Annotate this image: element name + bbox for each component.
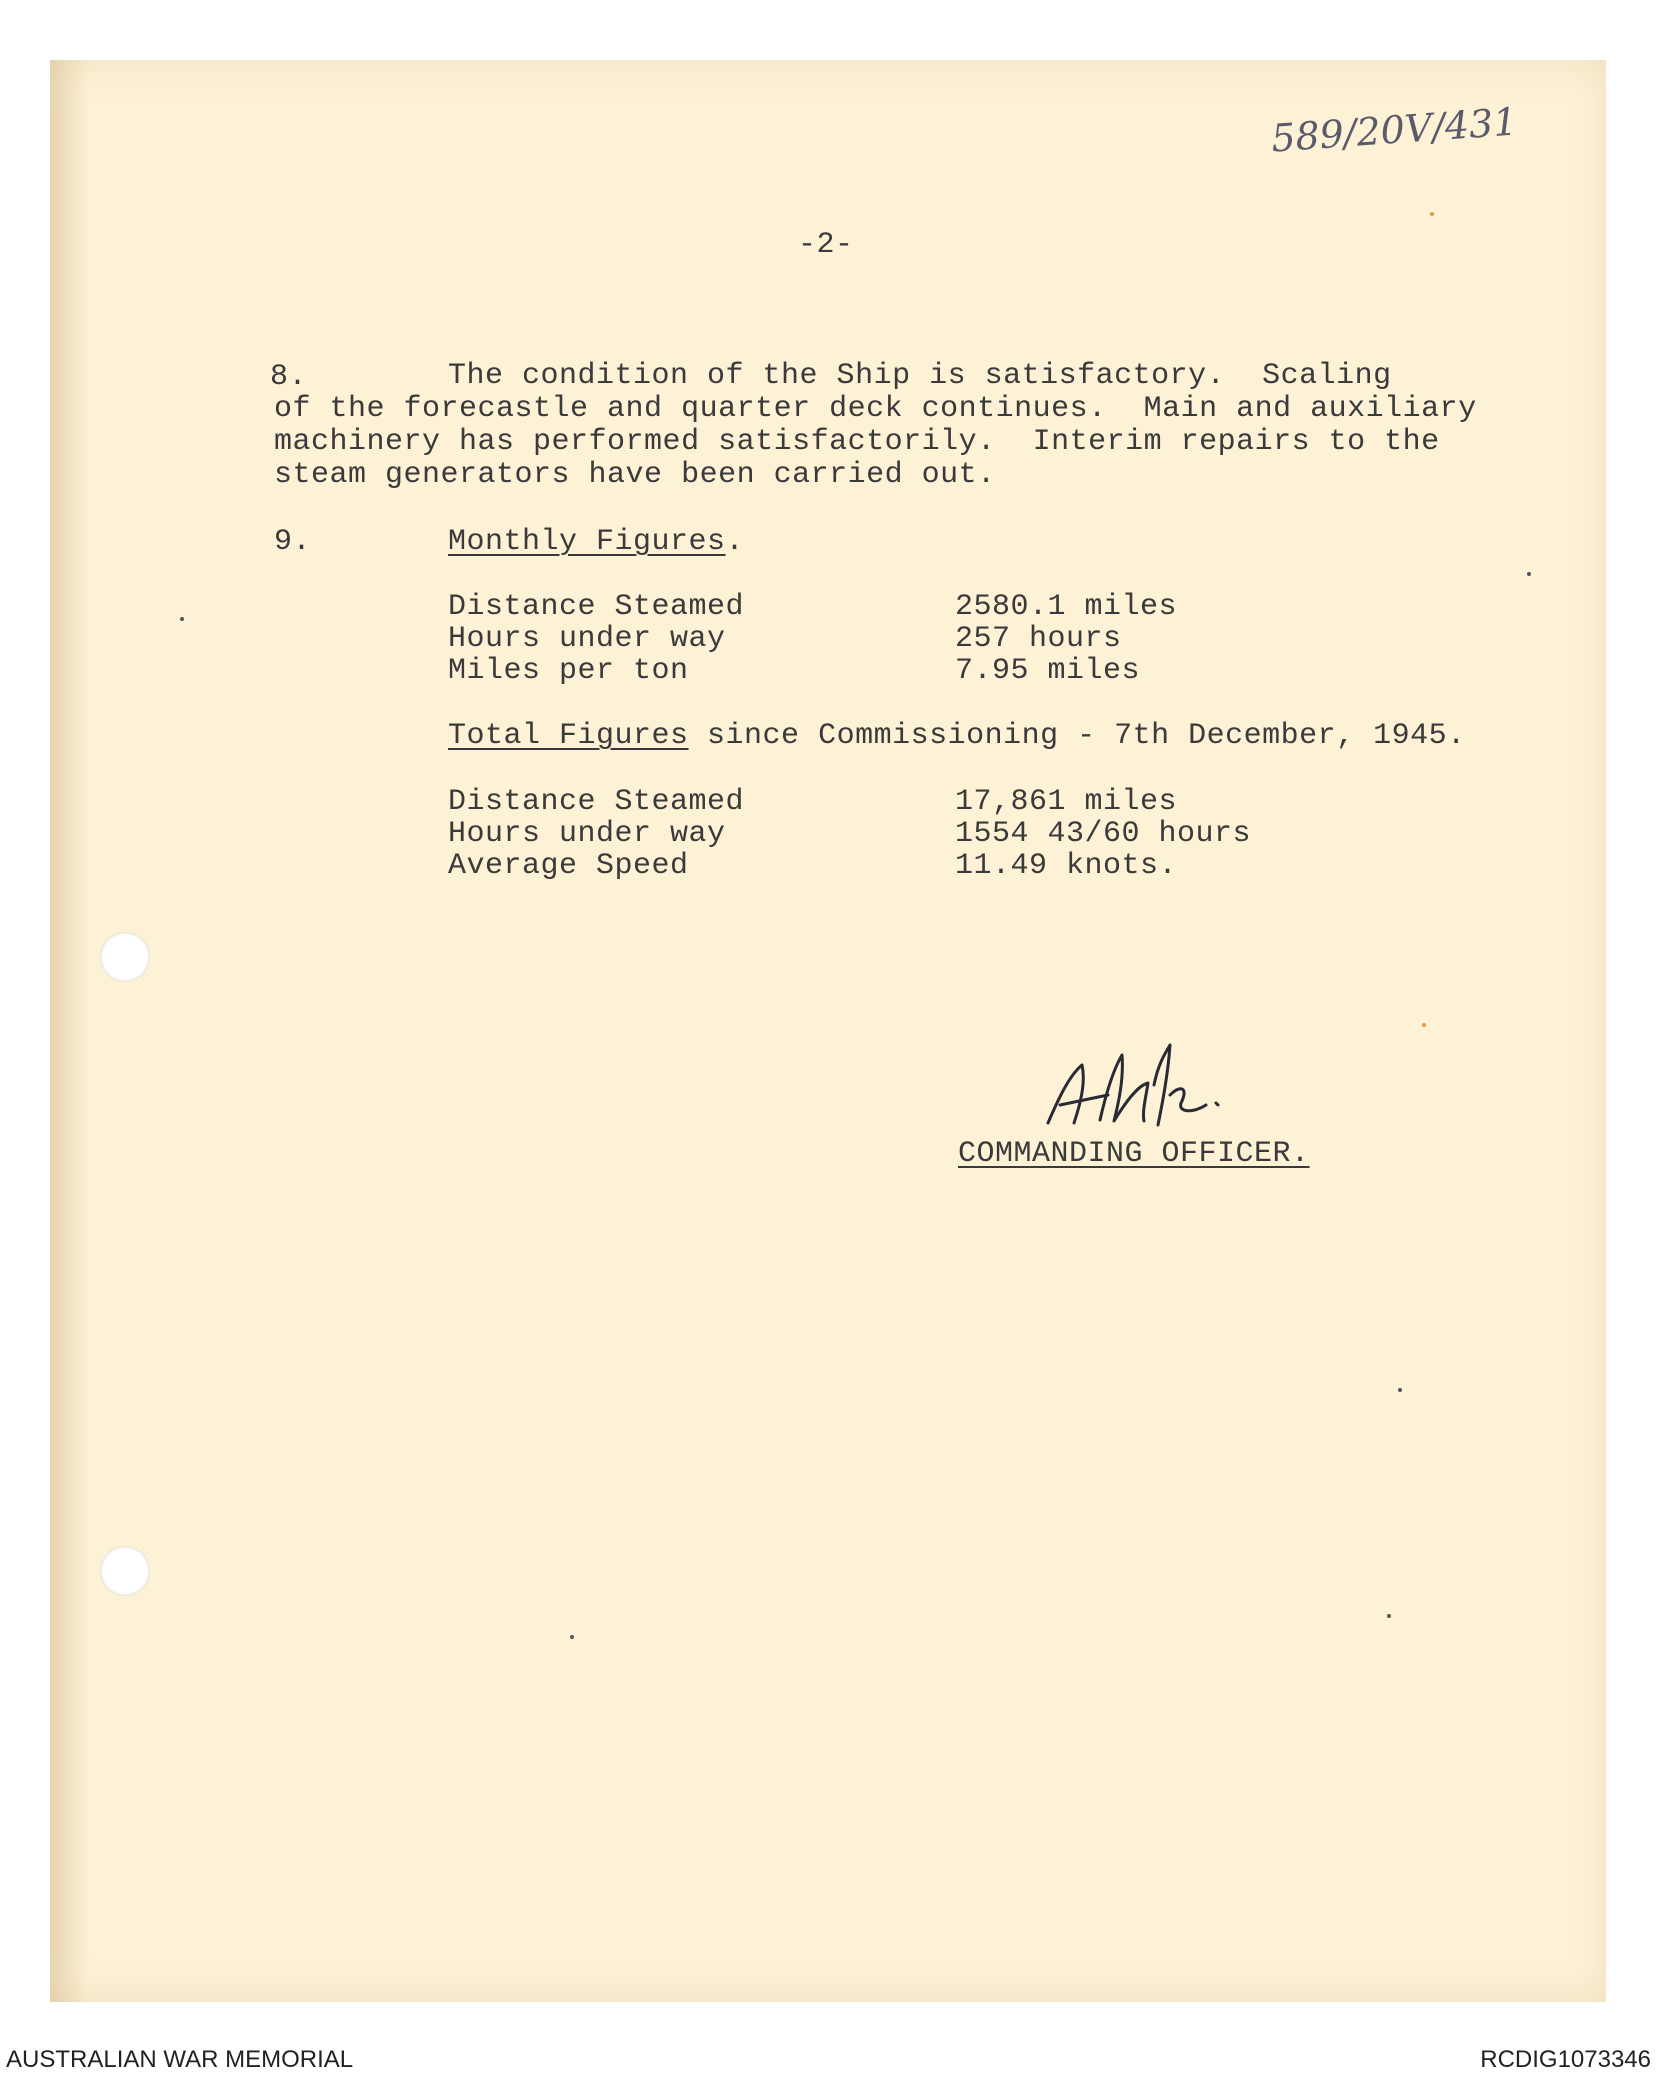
paper-speck (570, 1635, 574, 1639)
total-value-distance: 17,861 miles (955, 785, 1178, 819)
total-figures-heading (448, 719, 1466, 753)
paragraph-9-number: 9. (274, 525, 312, 559)
total-value-average-speed: 11.49 knots. (955, 849, 1178, 883)
handwritten-signature (1030, 1025, 1230, 1145)
footer-archive-name: AUSTRALIAN WAR MEMORIAL (6, 2046, 354, 2073)
paper-speck (1387, 1614, 1391, 1618)
total-figures-heading-suffix: since Commissioning - 7th December, 1945. (688, 719, 1466, 753)
handwritten-reference-number: 589/20V/431 (1269, 99, 1519, 161)
total-value-hours: 1554 43/60 hours (955, 817, 1252, 851)
paper-speck (1430, 212, 1434, 216)
paragraph-8-line-3: machinery has performed satisfactorily. Interim repairs to the (274, 425, 1440, 459)
footer-record-id: RCDIG1073346 (1480, 2046, 1651, 2073)
page-number: -2- (798, 228, 854, 262)
monthly-figures-heading-text: Monthly Figures (448, 525, 726, 559)
monthly-figures-heading (448, 525, 744, 559)
monthly-value-miles-per-ton: 7.95 miles (955, 654, 1141, 688)
monthly-label-distance: Distance Steamed (448, 590, 745, 624)
paragraph-8-line-4: steam generators have been carried out. (274, 458, 996, 492)
monthly-label-miles-per-ton: Miles per ton (448, 654, 689, 688)
paper-speck (1527, 572, 1531, 576)
monthly-figures-heading-period: . (725, 525, 745, 559)
punch-hole (100, 932, 150, 982)
monthly-label-hours: Hours under way (448, 622, 726, 656)
page-edge-shadow (50, 60, 90, 2002)
paragraph-8-line-1: The condition of the Ship is satisfactory. Scaling (448, 359, 1392, 393)
total-label-hours: Hours under way (448, 817, 726, 851)
paragraph-8-number: 8. (270, 360, 308, 394)
paper-speck (180, 617, 184, 621)
monthly-value-hours: 257 hours (955, 622, 1122, 656)
paragraph-8-line-2: of the forecastle and quarter deck continues. Main and auxiliary (274, 392, 1477, 426)
total-label-average-speed: Average Speed (448, 849, 689, 883)
document-page (50, 60, 1606, 2002)
monthly-value-distance: 2580.1 miles (955, 590, 1178, 624)
commanding-officer-text: COMMANDING OFFICER. (958, 1137, 1310, 1171)
punch-hole (100, 1546, 150, 1596)
paper-speck (1398, 1388, 1402, 1392)
paper-speck (1422, 1023, 1426, 1027)
commanding-officer-title (958, 1137, 1310, 1171)
total-label-distance: Distance Steamed (448, 785, 745, 819)
total-figures-heading-text: Total Figures (448, 719, 689, 753)
